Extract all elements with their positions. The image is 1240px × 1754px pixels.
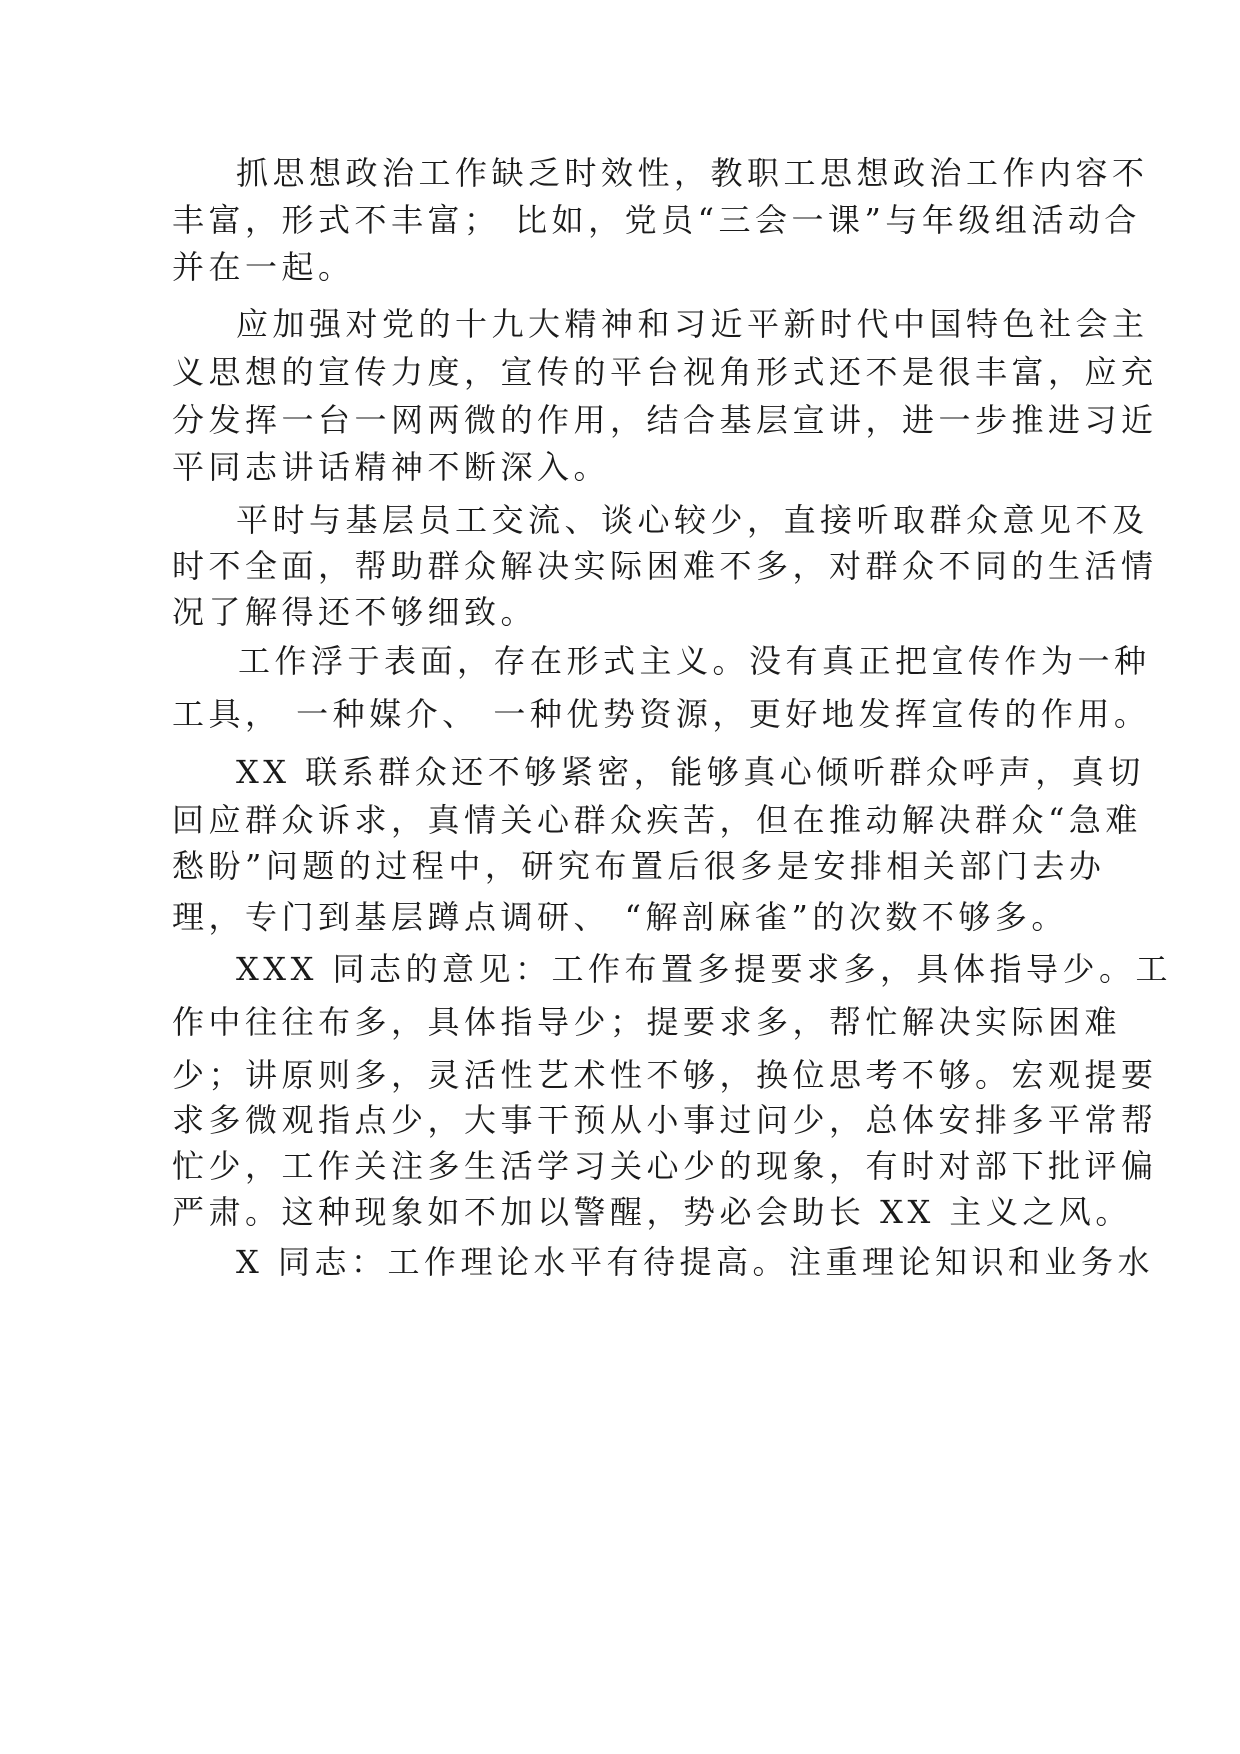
- paragraph-line: 理，专门到基层蹲点调研、 “解剖麻雀”的次数不够多。: [172, 898, 1068, 936]
- paragraph-line: 丰富，形式不丰富； 比如，党员“三会一课”与年级组活动合: [172, 201, 1141, 239]
- paragraph-line: 回应群众诉求，真情关心群众疾苦，但在推动解决群众“急难: [172, 801, 1142, 839]
- paragraph-line: 时不全面，帮助群众解决实际困难不多，对群众不同的生活情: [172, 547, 1158, 585]
- paragraph-line: 平同志讲话精神不断深入。: [172, 448, 611, 486]
- paragraph-line: 况了解得还不够细致。: [172, 593, 538, 631]
- paragraph-line: 愁盼”问题的过程中，研究布置后很多是安排相关部门去办: [172, 847, 1106, 885]
- paragraph-line: 忙少，工作关注多生活学习关心少的现象，有时对部下批评偏: [172, 1147, 1158, 1185]
- paragraph-line: 工具， 一种媒介、 一种优势资源，更好地发挥宣传的作用。: [172, 695, 1151, 733]
- paragraph-line: 严肃。这种现象如不加以警醒，势必会助长 XX 主义之风。: [172, 1193, 1132, 1231]
- paragraph-line: 平时与基层员工交流、谈心较少，直接听取群众意见不及: [236, 501, 1149, 539]
- paragraph-line: 并在一起。: [172, 248, 355, 286]
- paragraph-line: 抓思想政治工作缺乏时效性，教职工思想政治工作内容不: [236, 154, 1149, 192]
- paragraph-line: 求多微观指点少，大事干预从小事过问少，总体安排多平常帮: [172, 1101, 1158, 1139]
- paragraph-line: 工作浮于表面，存在形式主义。没有真正把宣传作为一种: [238, 642, 1151, 680]
- paragraph-line: 义思想的宣传力度，宣传的平台视角形式还不是很丰富，应充: [172, 353, 1158, 391]
- paragraph-line: XXX 同志的意见：工作布置多提要求多，具体指导少。工: [236, 950, 1173, 988]
- paragraph-line: 作中往往布多，具体指导少；提要求多，帮忙解决实际困难: [172, 1003, 1122, 1041]
- paragraph-line: 少；讲原则多，灵活性艺术性不够，换位思考不够。宏观提要: [172, 1056, 1158, 1094]
- paragraph-line: X 同志：工作理论水平有待提高。注重理论知识和业务水: [236, 1243, 1154, 1281]
- paragraph-line: XX 联系群众还不够紧密，能够真心倾听群众呼声，真切: [236, 753, 1145, 791]
- paragraph-line: 应加强对党的十九大精神和习近平新时代中国特色社会主: [236, 305, 1149, 343]
- paragraph-line: 分发挥一台一网两微的作用，结合基层宣讲，进一步推进习近: [172, 401, 1158, 439]
